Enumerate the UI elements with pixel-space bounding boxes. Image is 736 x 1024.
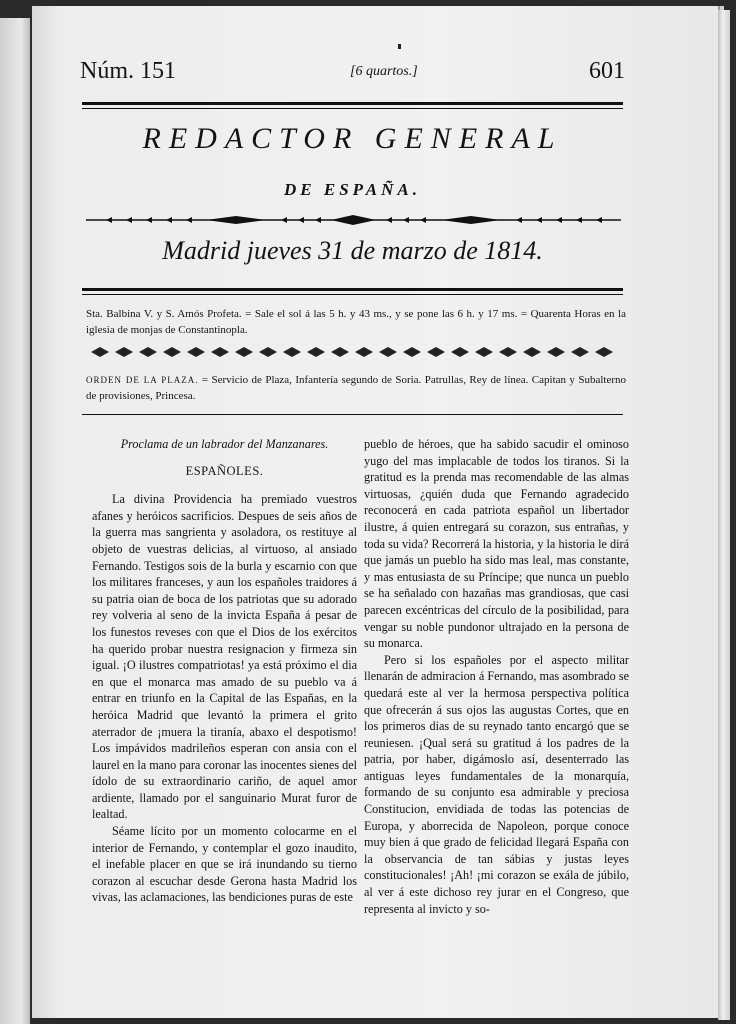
article-title: Proclama de un labrador del Manzanares. bbox=[120, 437, 329, 451]
paragraph: La divina Providencia ha premiado vuestros afanes y heróicos sacrificios. Despues de seis años de la guerra mas sangrienta y asoladora, os restituye al objeto de vuestras delicias, al virtuoso, al ansiado Fernando. Testigos sois de la burla y escarnio con que los militares franceses, y aun los españoles traidores á su patria oian de boca de los patriotas que su adorado rey volveria al seno de la invicta España á pesar de los funestos reveses con que el Dios de los exércitos ha querido probar nuestra resignacion y firmeza sin igual. ¡O ilustres compatriotas! ya está próximo el dia en que el monarca mas amado de su pueblo va á entrar en triunfo en la Capital de las Españas, en la heróica Madrid que levantó la primera el grito aterrador de ¡muera la tiranía, abaxo el despotismo! Los impávidos madrileños esperan con ansia con el laurel en la mano para coronar las inocentes sienes del ídolo de su extraordinario cariño, de aquel amor ardiente, llamado por el sanguinario Murat furor de lealtad. bbox=[92, 492, 357, 822]
right-column bbox=[364, 436, 629, 917]
calendar-notice: Sta. Balbina V. y S. Amós Profeta. = Sale el sol á las 5 h. y 43 ms., y se pone las 6 h. y 17 ms. = Quarenta Horas en la iglesia de monjas de Constantinopla. bbox=[86, 308, 626, 336]
header-rule-thin bbox=[82, 108, 623, 109]
ornamental-divider bbox=[86, 214, 621, 226]
issue-price: [6 quartos.] bbox=[350, 64, 418, 79]
dateline-rule-thin bbox=[82, 294, 623, 295]
plaza-orders bbox=[86, 372, 626, 404]
previous-page-edge bbox=[0, 18, 30, 1024]
paragraph: pueblo de héroes, que ha sabido sacudir el ominoso yugo del mas implacable de todos los tiranos. Si la gratitud es la prenda mas recomendable de las almas virtuosas, ¿quién duda que Fernando agradecido reconocerá en cada patriota español un libertador ilustre, á quien entregará su corazon, sus entrañas, y toda su vida? Recorrerá la historia, y la historia le dirá que jamás un pueblo ha sido mas leal, mas constante, y mas entusiasta de su Príncipe; que nunca un pueblo se ha señalado con hazañas mas grandiosas, que casi parecen excéntricas del círculo de la posibilidad, para vengar su noble pundonor ultrajado en la persona de su monarca. bbox=[364, 437, 629, 651]
issue-number: Núm. 151 bbox=[80, 58, 176, 84]
plaza-label: ORDEN DE LA PLAZA. bbox=[86, 375, 199, 385]
page-fore-edge bbox=[718, 10, 730, 1020]
print-mark bbox=[398, 44, 401, 49]
header-rule-thick bbox=[82, 102, 623, 105]
page-number: 601 bbox=[589, 58, 625, 84]
article-subtitle: ESPAÑOLES. bbox=[185, 463, 264, 478]
paragraph: Séame lícito por un momento colocarme en el interior de Fernando, y contemplar el gozo inaudito, el inefable placer en que se irá inundando su tierno corazon al escuchar desde Gerona hasta Madrid los vivas, las aclamaciones, las bendiciones puras de este bbox=[92, 824, 357, 905]
masthead-subtitle: DE ESPAÑA. bbox=[284, 180, 421, 199]
diamond-divider bbox=[86, 346, 621, 358]
plaza-text: = Servicio de Plaza, Infantería segundo de Soria. Patrullas, Rey de línea. Capitan y Subalterno de provisiones, Princesa. bbox=[86, 374, 626, 402]
dateline: Madrid jueves 31 de marzo de 1814. bbox=[162, 236, 543, 265]
paragraph: Pero si los españoles por el aspecto militar llenarán de admiracion á Fernando, mas asombrado se quedará este al ver la hermosa perspectiva política que ofrecerán á sus ojos las augustas Cortes, que en los primeros dias de su reynado tanto encargó que se reuniesen. ¡Qual será su gratitud á los padres de la patria, por haber, digámoslo así, desenterrado las antiguas leyes fundamentales de la monarquía, formando de su conjunto esa admirable y preciosa Constitucion, envidiada de todas las potencias de Europa, y aborrecida de Napoleon, porque conoce muy bien á que grado de felicidad llegará España con la observancia de tan sábias y justas leyes constitucionales! ¡Ah! ¡mi corazon se exála de júbilo, al ver á este dichoso rey jurar en el Congreso, que representa al invicto y so- bbox=[364, 652, 629, 916]
page-header bbox=[80, 58, 625, 94]
dateline-rule-thick bbox=[82, 288, 623, 291]
section-rule bbox=[82, 414, 623, 415]
masthead-title: REDACTOR GENERAL bbox=[142, 122, 563, 155]
left-column bbox=[92, 436, 357, 906]
